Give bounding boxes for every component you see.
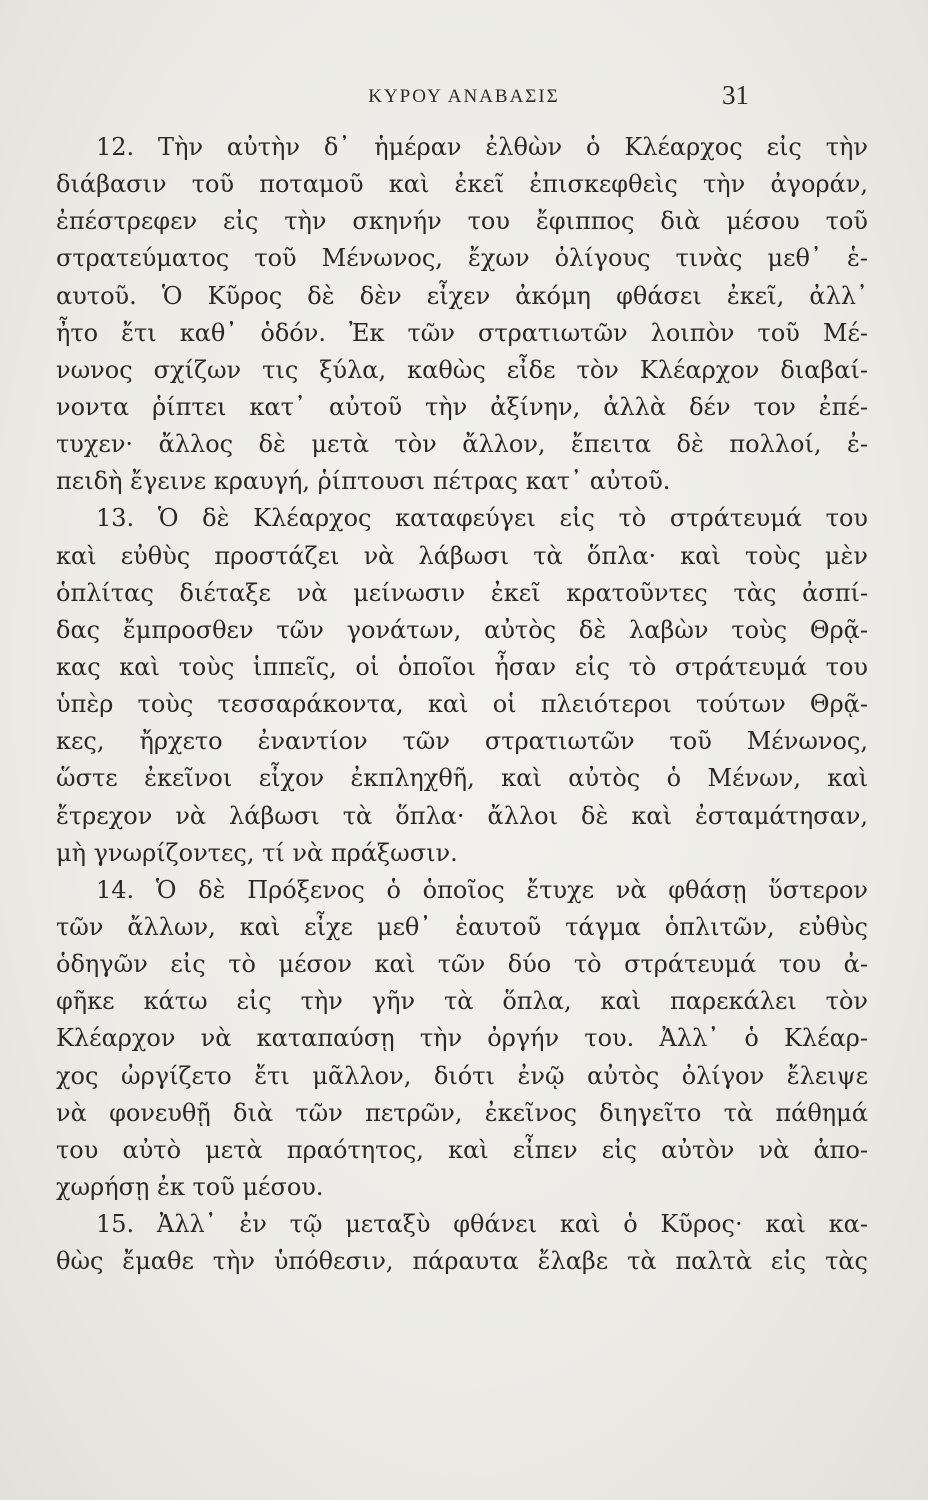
text-line: ἔτρεχον νὰ λάβωσι τὰ ὅπλα· ἄλλοι δὲ καὶ ἐσταμάτησαν, bbox=[56, 801, 868, 830]
text-line: τῶν ἄλλων, καὶ εἶχε μεθ᾽ ἑαυτοῦ τάγμα ὁπλιτῶν, εὐθὺς bbox=[56, 912, 868, 941]
text-line: ὁπλίτας διέταξε νὰ μείνωσιν ἐκεῖ κρατοῦντες τὰς ἀσπί- bbox=[56, 578, 868, 607]
text-line: διάβασιν τοῦ ποταμοῦ καὶ ἐκεῖ ἐπισκεφθεὶς τὴν ἀγοράν, bbox=[56, 170, 868, 199]
text-line: ὥστε ἐκεῖνοι εἶχον ἐκπληχθῆ, καὶ αὐτὸς ὁ Μένων, καὶ bbox=[56, 764, 868, 793]
text-line: θὼς ἔμαθε τὴν ὑπόθεσιν, πάραυτα ἔλαβε τὰ παλτὰ εἰς τὰς bbox=[56, 1247, 868, 1276]
text-line: χος ὠργίζετο ἔτι μᾶλλον, διότι ἐνῷ αὐτὸς ὀλίγον ἔλειψε bbox=[56, 1061, 868, 1090]
text-line: τυχεν· ἄλλος δὲ μετὰ τὸν ἄλλον, ἔπειτα δὲ πολλοί, ἐ- bbox=[56, 430, 868, 459]
body-text bbox=[56, 129, 868, 1280]
text-line: ὁδηγῶν εἰς τὸ μέσον καὶ τῶν δύο τὸ στράτευμά του ἀ- bbox=[56, 950, 868, 979]
text-line: του αὐτὸ μετὰ πραότητος, καὶ εἶπεν εἰς αὐτὸν νὰ ἀπο- bbox=[56, 1135, 868, 1164]
text-line: 15. Ἀλλ᾽ ἐν τῷ μεταξὺ φθάνει καὶ ὁ Κῦρος· καὶ κα- bbox=[96, 1210, 868, 1239]
text-line: πειδὴ ἔγεινε κραυγή, ῥίπτουσι πέτρας κατ᾽ αὐτοῦ. bbox=[56, 467, 671, 496]
text-line: 13. Ὁ δὲ Κλέαρχος καταφεύγει εἰς τὸ στράτευμά του bbox=[96, 504, 868, 533]
text-line: κας καὶ τοὺς ἱππεῖς, οἱ ὁποῖοι ἦσαν εἰς τὸ στράτευμά του bbox=[56, 652, 868, 681]
text-line: νοντα ῥίπτει κατ᾽ αὐτοῦ τὴν ἀξίνην, ἀλλὰ δέν τον ἐπέ- bbox=[56, 392, 868, 421]
text-line: φῆκε κάτω εἰς τὴν γῆν τὰ ὅπλα, καὶ παρεκάλει τὸν bbox=[56, 987, 868, 1016]
text-line: ἐπέστρεφεν εἰς τὴν σκηνήν του ἔφιππος διὰ μέσου τοῦ bbox=[56, 207, 868, 236]
text-line: νωνος σχίζων τις ξύλα, καθὼς εἶδε τὸν Κλέαρχον διαβαί- bbox=[56, 355, 868, 384]
text-line: δας ἔμπροσθεν τῶν γονάτων, αὐτὸς δὲ λαβὼν τοὺς Θρᾷ- bbox=[56, 615, 868, 644]
running-head-title: ΚΥΡΟΥ ΑΝΑΒΑΣΙΣ bbox=[368, 86, 560, 107]
text-line: στρατεύματος τοῦ Μένωνος, ἔχων ὀλίγους τινὰς μεθ᾽ ἑ- bbox=[56, 244, 868, 273]
text-line: 14. Ὁ δὲ Πρόξενος ὁ ὁποῖος ἔτυχε νὰ φθάσῃ ὕστερον bbox=[96, 875, 868, 904]
text-line: μὴ γνωρίζοντες, τί νὰ πράξωσιν. bbox=[56, 838, 458, 867]
page-number: 31 bbox=[722, 80, 749, 110]
text-line: ὑπὲρ τοὺς τεσσαράκοντα, καὶ οἱ πλειότεροι τούτων Θρᾷ- bbox=[56, 690, 868, 719]
text-line: καὶ εὐθὺς προστάζει νὰ λάβωσι τὰ ὅπλα· καὶ τοὺς μὲν bbox=[56, 541, 868, 570]
text-line: Κλέαρχον νὰ καταπαύσῃ τὴν ὀργήν του. Ἀλλ᾽ ὁ Κλέαρ- bbox=[56, 1024, 868, 1053]
text-line: 12. Τὴν αὐτὴν δ᾽ ἡμέραν ἐλθὼν ὁ Κλέαρχος εἰς τὴν bbox=[96, 133, 868, 161]
text-line: νὰ φονευθῇ διὰ τῶν πετρῶν, ἐκεῖνος διηγεῖτο τὰ πάθημά bbox=[56, 1098, 868, 1127]
text-line: αυτοῦ. Ὁ Κῦρος δὲ δὲν εἶχεν ἀκόμη φθάσει ἐκεῖ, ἀλλ᾽ bbox=[56, 281, 868, 310]
text-line: ἦτο ἔτι καθ᾽ ὁδόν. Ἐκ τῶν στρατιωτῶν λοιπὸν τοῦ Μέ- bbox=[56, 318, 868, 347]
text-line: χωρήσῃ ἐκ τοῦ μέσου. bbox=[56, 1172, 324, 1201]
text-line: κες, ἤρχετο ἐναντίον τῶν στρατιωτῶν τοῦ Μένωνος, bbox=[56, 727, 868, 756]
